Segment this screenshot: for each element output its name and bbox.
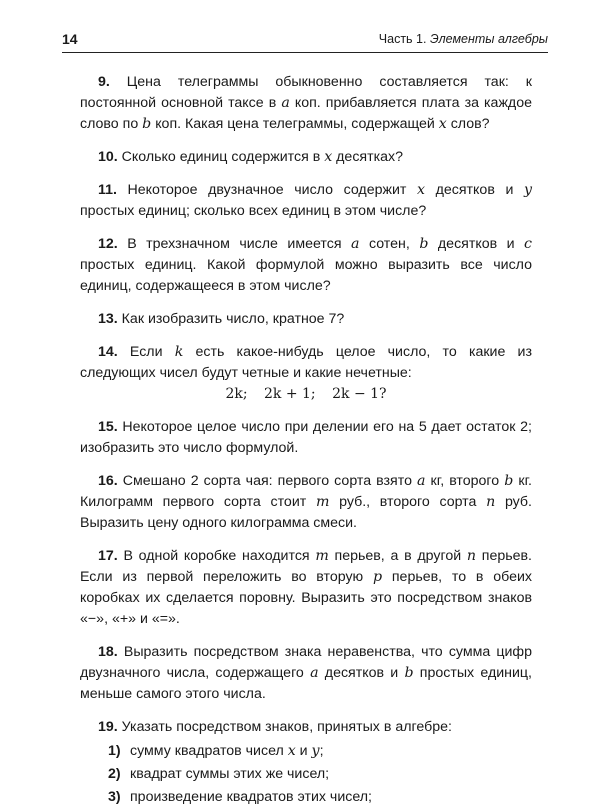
text-segment: есть какое-нибудь целое число, то какие из следующих чисел будут четные и какие нечетные:: [80, 344, 532, 381]
text-segment: коп. прибавляется плата за каждое слово по: [80, 95, 532, 132]
math-variable: b: [504, 473, 514, 489]
text-segment: десятков и: [318, 665, 405, 681]
math-variable: m: [315, 548, 329, 564]
text-segment: простых единиц; сколько всех единиц в этом числе?: [80, 203, 427, 219]
problem-9: [80, 72, 532, 135]
problem-number: 15.: [98, 419, 123, 435]
subitem-19-3: [80, 786, 532, 809]
text-segment: Некоторое двузначное число содержит: [127, 182, 417, 198]
text-segment: Если: [129, 344, 175, 360]
subitem-number: 1): [108, 743, 121, 759]
text-segment: Выразить посредством знака неравенства, что сумма цифр двузначного числа, содержащего: [80, 644, 532, 681]
running-head: [379, 32, 548, 46]
text-segment: произведение квадратов этих чисел;: [130, 789, 372, 805]
problem-number: 19.: [98, 719, 122, 735]
math-variable: x: [438, 116, 447, 132]
math-variable: y: [523, 182, 532, 198]
text-segment: кг, второго: [425, 473, 505, 489]
text-segment: квадрат суммы этих же чисел;: [130, 766, 330, 782]
text-segment: коп. Какая цена телеграммы, содержащей: [151, 116, 439, 132]
math-variable: b: [142, 116, 152, 132]
text-segment: руб. Выразить цену одного килограмма смеси.: [80, 494, 532, 531]
text-segment: простых единиц. Какой формулой можно выразить все число единиц, содержащееся в этом числе?: [80, 257, 532, 294]
math-variable: b: [419, 236, 429, 252]
problem-10: [80, 147, 532, 168]
math-variable: n: [466, 548, 477, 564]
formula-14: [80, 384, 532, 405]
problem-17: [80, 546, 532, 630]
text-segment: десятков и: [425, 182, 524, 198]
text-segment: В трехзначном числе имеется: [127, 236, 352, 252]
problem-18: [80, 642, 532, 705]
subitem-19-2: [80, 763, 532, 786]
problem-14: [80, 342, 532, 384]
math-variable: x: [417, 182, 426, 198]
problem-list: [80, 72, 532, 809]
math-variable: p: [372, 569, 383, 585]
text-segment: ;: [319, 743, 324, 759]
math-variable: a: [351, 236, 360, 252]
text-segment: сотен,: [359, 236, 420, 252]
problem-15: [80, 417, 532, 459]
text-segment: перьев, а в другой: [328, 548, 467, 564]
text-segment: простых единиц, меньше самого этого числа.: [80, 665, 532, 702]
formula-term: 2k;: [225, 386, 248, 402]
text-segment: Указать посредством знаков, принятых в алгебре:: [121, 719, 452, 735]
text-segment: Некоторое целое число при делении его на 5 дает остаток 2; изобразить это число формулой.: [80, 419, 532, 456]
text-segment: десятков и: [428, 236, 525, 252]
text-segment: Сколько единиц содержится в: [121, 149, 325, 165]
text-segment: кг. Килограмм первого сорта стоит: [80, 473, 532, 510]
chapter-title: Элементы алгебры: [429, 32, 548, 46]
problem-number: 17.: [98, 548, 124, 564]
part-label: Часть 1.: [378, 32, 427, 46]
text-segment: Цена телеграммы обыкновенно составляется так: к постоянной основной таксе в: [80, 74, 533, 111]
text-segment: перьев, то в обеих коробках их сделается поровну. Выразить это посредством знаков «−», «+» и «=».: [80, 569, 532, 627]
text-segment: В одной коробке находится: [123, 548, 316, 564]
text-segment: перьев. Если из первой переложить во вторую: [80, 548, 532, 585]
problem-number: 11.: [98, 182, 128, 198]
text-segment: и: [295, 743, 312, 759]
text-segment: руб., второго сорта: [329, 494, 487, 510]
math-variable: b: [404, 665, 414, 681]
formula-term: 2k + 1;: [264, 386, 316, 402]
math-variable: x: [324, 149, 333, 165]
math-variable: a: [417, 473, 426, 489]
page-header: [62, 28, 548, 53]
problem-number: 18.: [98, 644, 124, 660]
text-segment: Смешано 2 сорта чая: первого сорта взято: [122, 473, 418, 489]
problem-11: [80, 180, 532, 222]
math-variable: c: [524, 236, 532, 252]
problem-number: 14.: [98, 344, 130, 360]
text-segment: слов?: [446, 116, 490, 132]
problem-number: 13.: [98, 311, 122, 327]
text-segment: Как изобразить число, кратное 7?: [121, 311, 345, 327]
formula-term: 2k − 1?: [332, 386, 387, 402]
problem-number: 9.: [98, 74, 127, 90]
math-variable: n: [486, 494, 496, 510]
problem-13: [80, 309, 532, 330]
subitem-19-1: [80, 740, 532, 763]
problem-19: [80, 717, 532, 738]
math-variable: a: [281, 95, 290, 111]
subitem-number: 2): [108, 766, 121, 782]
text-segment: сумму квадратов чисел: [130, 743, 288, 759]
math-variable: m: [315, 494, 330, 510]
math-variable: y: [311, 743, 320, 759]
math-variable: k: [174, 344, 184, 360]
problem-12: [80, 234, 532, 297]
math-variable: a: [310, 665, 319, 681]
math-variable: x: [287, 743, 296, 759]
problem-number: 12.: [98, 236, 128, 252]
page-number: 14: [62, 31, 78, 47]
problem-number: 16.: [98, 473, 123, 489]
problem-16: [80, 471, 532, 534]
problem-number: 10.: [98, 149, 122, 165]
subitem-number: 3): [108, 789, 121, 805]
text-segment: десятках?: [332, 149, 403, 165]
